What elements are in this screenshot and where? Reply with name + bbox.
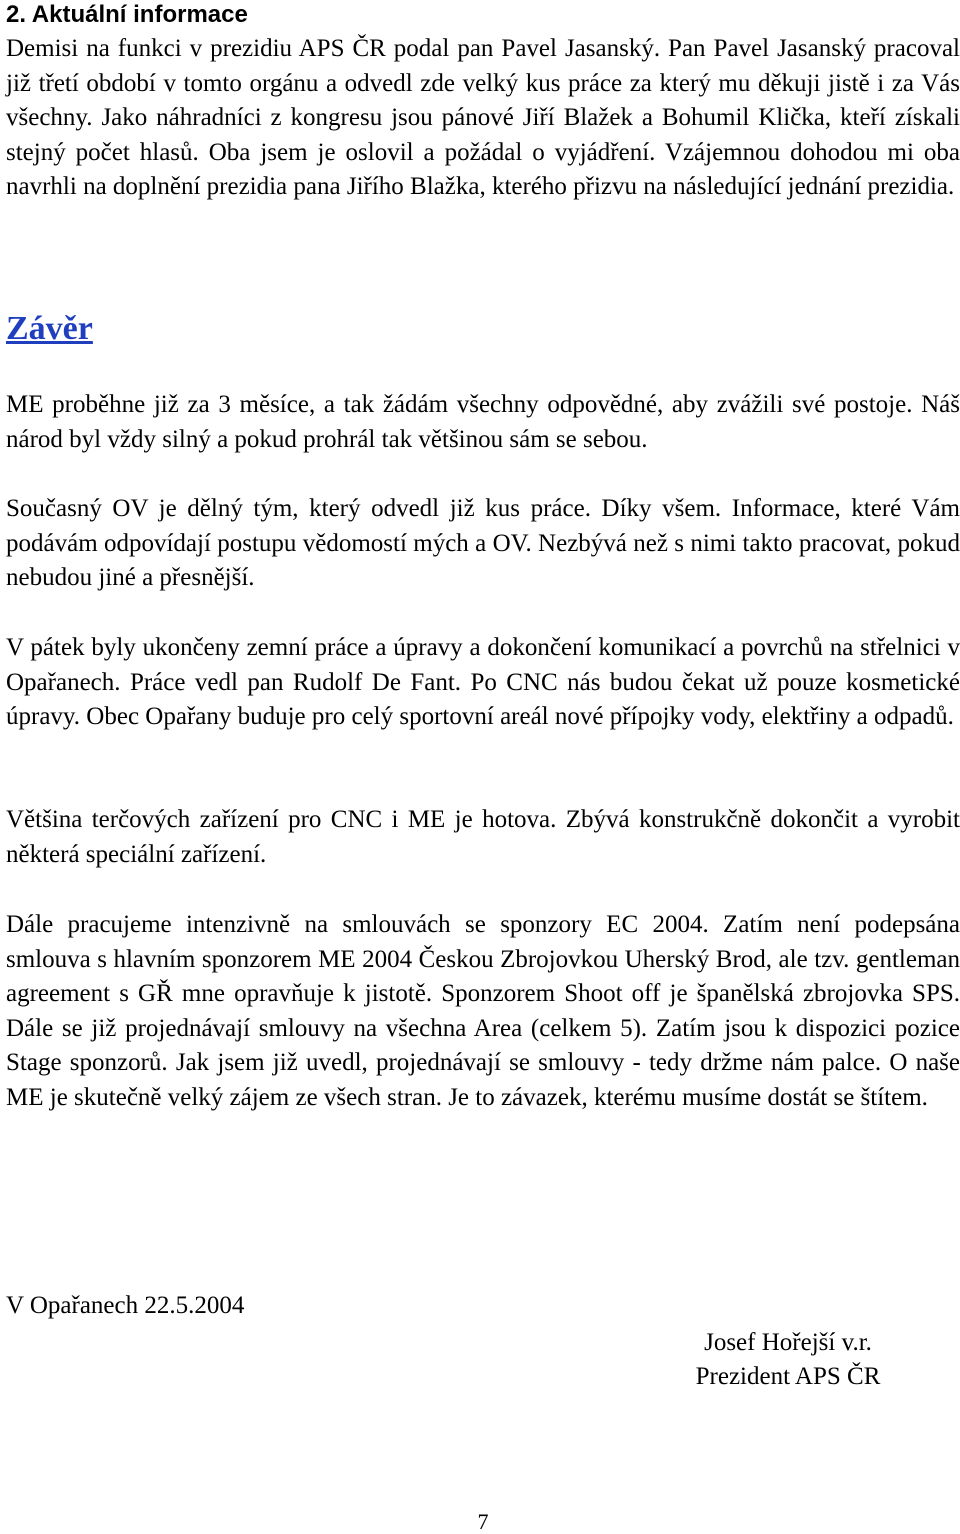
page-number <box>0 1510 960 1534</box>
signatory-name: Josef Hořejší v.r. <box>704 1329 872 1356</box>
conclusion-heading: Závěr <box>6 310 93 347</box>
place-and-date: V Opařanech 22.5.2004 <box>6 1292 245 1319</box>
section-heading: 2. Aktuální informace <box>6 1 248 28</box>
page-number-text: 7 <box>477 1509 489 1534</box>
paragraph-sponsors: Dále pracujeme intenzivně na smlouvách se sponzory EC 2004. Zatím není podepsána smlouva s hlavním sponzorem ME 2004 Českou Zbrojovkou Uherský Brod, ale tzv. gentleman agreement s GŘ mne opravňuje k jistotě. Sponzorem Shoot off je španělská zbrojovka SPS. Dále se již projednávají smlouvy na všechna Area (celkem 5). Zatím jsou k dispozici pozice Stage sponzorů. Jak jsem již uvedl, projednávají se smlouvy - tedy držme nám palce. O naše ME je skutečně velký zájem ze všech stran. Je to závazek, kterému musíme dostát se štítem. <box>6 911 960 1111</box>
paragraph-block <box>6 492 960 596</box>
paragraph-block <box>6 908 960 1115</box>
paragraph-range-works: V pátek byly ukončeny zemní práce a úpravy a dokončení komunikací a povrchů na střelnici v Opařanech. Práce vedl pan Rudolf De Fant. Po CNC nás budou čekat už pouze kosmetické úpravy. Obec Opařany buduje pro celý sportovní areál nové přípojky vody, elektřiny a odpadů. <box>6 634 960 730</box>
paragraph-block <box>6 388 960 457</box>
section-current-info <box>6 0 960 205</box>
signature-block <box>668 1326 908 1394</box>
paragraph-target-equipment: Většina terčových zařízení pro CNC i ME je hotova. Zbývá konstrukčně dokončit a vyrobit některá speciální zařízení. <box>6 806 960 868</box>
paragraph-me-preparation: ME proběhne již za 3 měsíce, a tak žádám všechny odpovědné, aby zvážili své postoje. Náš národ byl vždy silný a pokud prohrál tak většinou sám se sebou. <box>6 391 960 453</box>
paragraph-ov-team: Současný OV je dělný tým, který odvedl již kus práce. Díky všem. Informace, které Vám podávám odpovídají postupu vědomostí mých a OV. Nezbývá než s nimi takto pracovat, pokud nebudou jiné a přesnější. <box>6 495 960 591</box>
paragraph-block <box>6 631 960 735</box>
paragraph-block <box>6 803 960 872</box>
paragraph-resignation: Demisi na funkci v prezidiu APS ČR podal pan Pavel Jasanský. Pan Pavel Jasanský pracoval již třetí období v tomto orgánu a odvedl zde velký kus práce za který mu děkuji jistě i za Vás všechny. Jako náhradníci z kongresu jsou pánové Jiří Blažek a Bohumil Klička, kteří získali stejný počet hlasů. Oba jsem je oslovil a požádal o vyjádření. Vzájemnou dohodou mi oba navrhli na doplnění prezidia pana Jiřího Blažka, kterého přizvu na následující jednání prezidia. <box>6 35 960 200</box>
signatory-title: Prezident APS ČR <box>695 1363 881 1390</box>
